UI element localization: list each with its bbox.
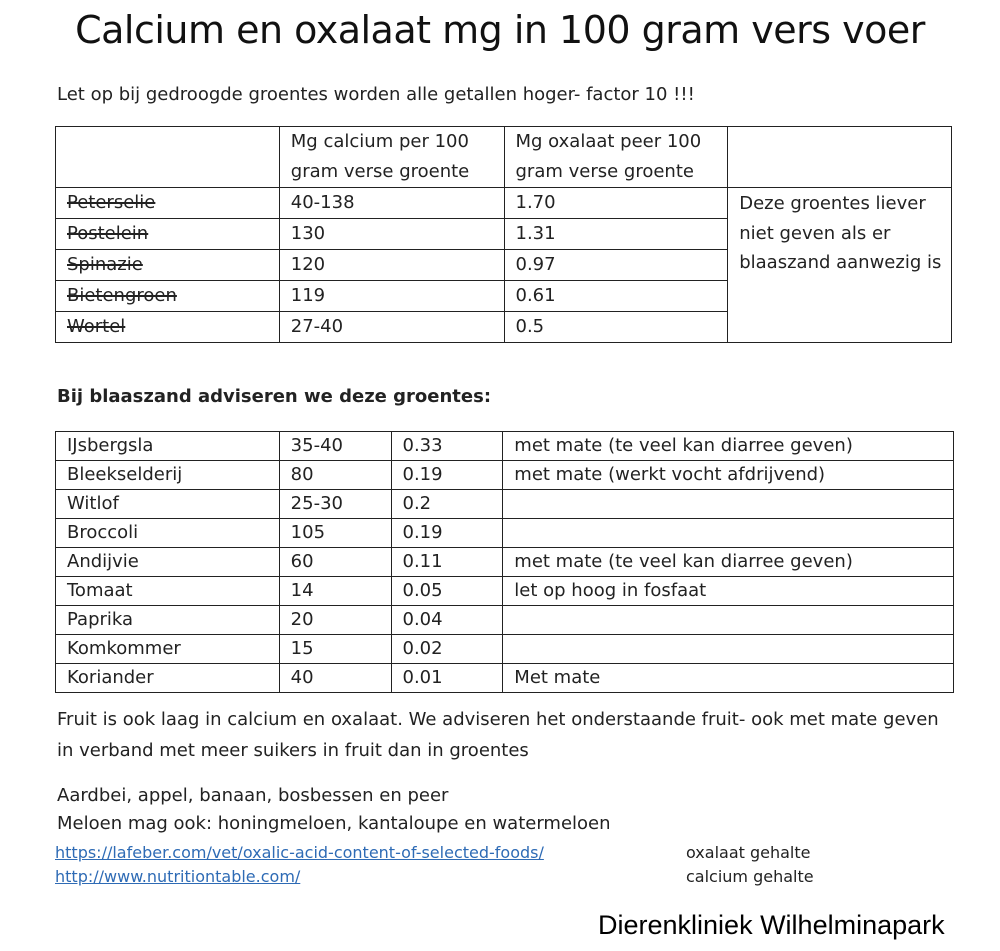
avoid-warning: Deze groentes liever niet geven als er blaaszand aanwezig is: [728, 188, 952, 343]
oxalate-value: 0.01: [391, 664, 503, 693]
calcium-value: 40-138: [279, 188, 504, 219]
advice-note: Met mate: [503, 664, 954, 693]
vegetable-name: Andijvie: [56, 548, 280, 577]
oxalate-value: 0.02: [391, 635, 503, 664]
table-row: [56, 548, 954, 577]
table-row: [56, 519, 954, 548]
table-row: [56, 577, 954, 606]
oxalate-value: 0.2: [391, 490, 503, 519]
clinic-name: Dierenkliniek Wilhelminapark: [598, 910, 945, 940]
table-row: [56, 432, 954, 461]
table-row: [56, 490, 954, 519]
vegetable-name: Postelein: [56, 219, 280, 250]
recommended-heading: Bij blaaszand adviseren we deze groentes:: [57, 386, 492, 407]
oxalate-value: 0.61: [504, 281, 728, 312]
calcium-value: 120: [279, 250, 504, 281]
table-row: [56, 188, 952, 219]
vegetable-name: Komkommer: [56, 635, 280, 664]
oxalate-value: 0.97: [504, 250, 728, 281]
source-link-lafeber[interactable]: https://lafeber.com/vet/oxalic-acid-content-of-selected-foods/: [55, 843, 544, 862]
advice-note: met mate (werkt vocht afdrijvend): [503, 461, 954, 490]
vegetable-name: Bietengroen: [56, 281, 280, 312]
vegetable-name: Witlof: [56, 490, 280, 519]
page-title: Calcium en oxalaat mg in 100 gram vers voer: [75, 8, 925, 52]
vegetable-name: Spinazie: [56, 250, 280, 281]
advice-note: [503, 519, 954, 548]
header-cell-empty: [56, 127, 280, 188]
fruit-paragraph: Fruit is ook laag in calcium en oxalaat. We adviseren het onderstaande fruit- ook met mate geven in verband met meer suikers in fruit dan in groentes: [57, 709, 939, 761]
oxalate-value: 0.19: [391, 461, 503, 490]
oxalate-value: 1.31: [504, 219, 728, 250]
advice-note: let op hoog in fosfaat: [503, 577, 954, 606]
source-label-oxalate: oxalaat gehalte: [686, 843, 811, 862]
vegetable-name: Koriander: [56, 664, 280, 693]
calcium-value: 14: [279, 577, 391, 606]
oxalate-value: 0.33: [391, 432, 503, 461]
calcium-value: 27-40: [279, 312, 504, 343]
table-header-row: [56, 127, 952, 188]
calcium-value: 40: [279, 664, 391, 693]
calcium-value: 35-40: [279, 432, 391, 461]
header-cell-empty: [728, 127, 952, 188]
oxalate-value: 0.19: [391, 519, 503, 548]
oxalate-value: 0.04: [391, 606, 503, 635]
fruit-list-line: Meloen mag ook: honingmeloen, kantaloupe en watermeloen: [57, 813, 611, 834]
calcium-value: 80: [279, 461, 391, 490]
dried-vegetables-note: Let op bij gedroogde groentes worden alle getallen hoger- factor 10 !!!: [57, 84, 695, 105]
recommended-vegetables-table: [55, 431, 954, 693]
calcium-value: 20: [279, 606, 391, 635]
avoid-vegetables-table: [55, 126, 952, 343]
advice-note: met mate (te veel kan diarree geven): [503, 432, 954, 461]
vegetable-name: Tomaat: [56, 577, 280, 606]
source-link-nutritiontable[interactable]: http://www.nutritiontable.com/: [55, 867, 301, 886]
source-label-calcium: calcium gehalte: [686, 867, 814, 886]
calcium-value: 25-30: [279, 490, 391, 519]
header-oxalate: Mg oxalaat peer 100 gram verse groente: [504, 127, 728, 188]
fruit-list: [57, 782, 611, 838]
oxalate-value: 0.05: [391, 577, 503, 606]
advice-note: [503, 635, 954, 664]
table-row: [56, 635, 954, 664]
vegetable-name: Paprika: [56, 606, 280, 635]
oxalate-value: 0.11: [391, 548, 503, 577]
advice-note: [503, 606, 954, 635]
advice-note: met mate (te veel kan diarree geven): [503, 548, 954, 577]
vegetable-name: Bleekselderij: [56, 461, 280, 490]
oxalate-value: 1.70: [504, 188, 728, 219]
calcium-value: 130: [279, 219, 504, 250]
fruit-list-line: Aardbei, appel, banaan, bosbessen en peer: [57, 785, 449, 806]
vegetable-name: Broccoli: [56, 519, 280, 548]
table-row: [56, 606, 954, 635]
calcium-value: 15: [279, 635, 391, 664]
header-calcium: Mg calcium per 100 gram verse groente: [279, 127, 504, 188]
calcium-value: 119: [279, 281, 504, 312]
oxalate-value: 0.5: [504, 312, 728, 343]
calcium-value: 60: [279, 548, 391, 577]
vegetable-name: Peterselie: [56, 188, 280, 219]
table-row: [56, 461, 954, 490]
vegetable-name: IJsbergsla: [56, 432, 280, 461]
vegetable-name: Wortel: [56, 312, 280, 343]
calcium-value: 105: [279, 519, 391, 548]
advice-note: [503, 490, 954, 519]
table-row: [56, 664, 954, 693]
